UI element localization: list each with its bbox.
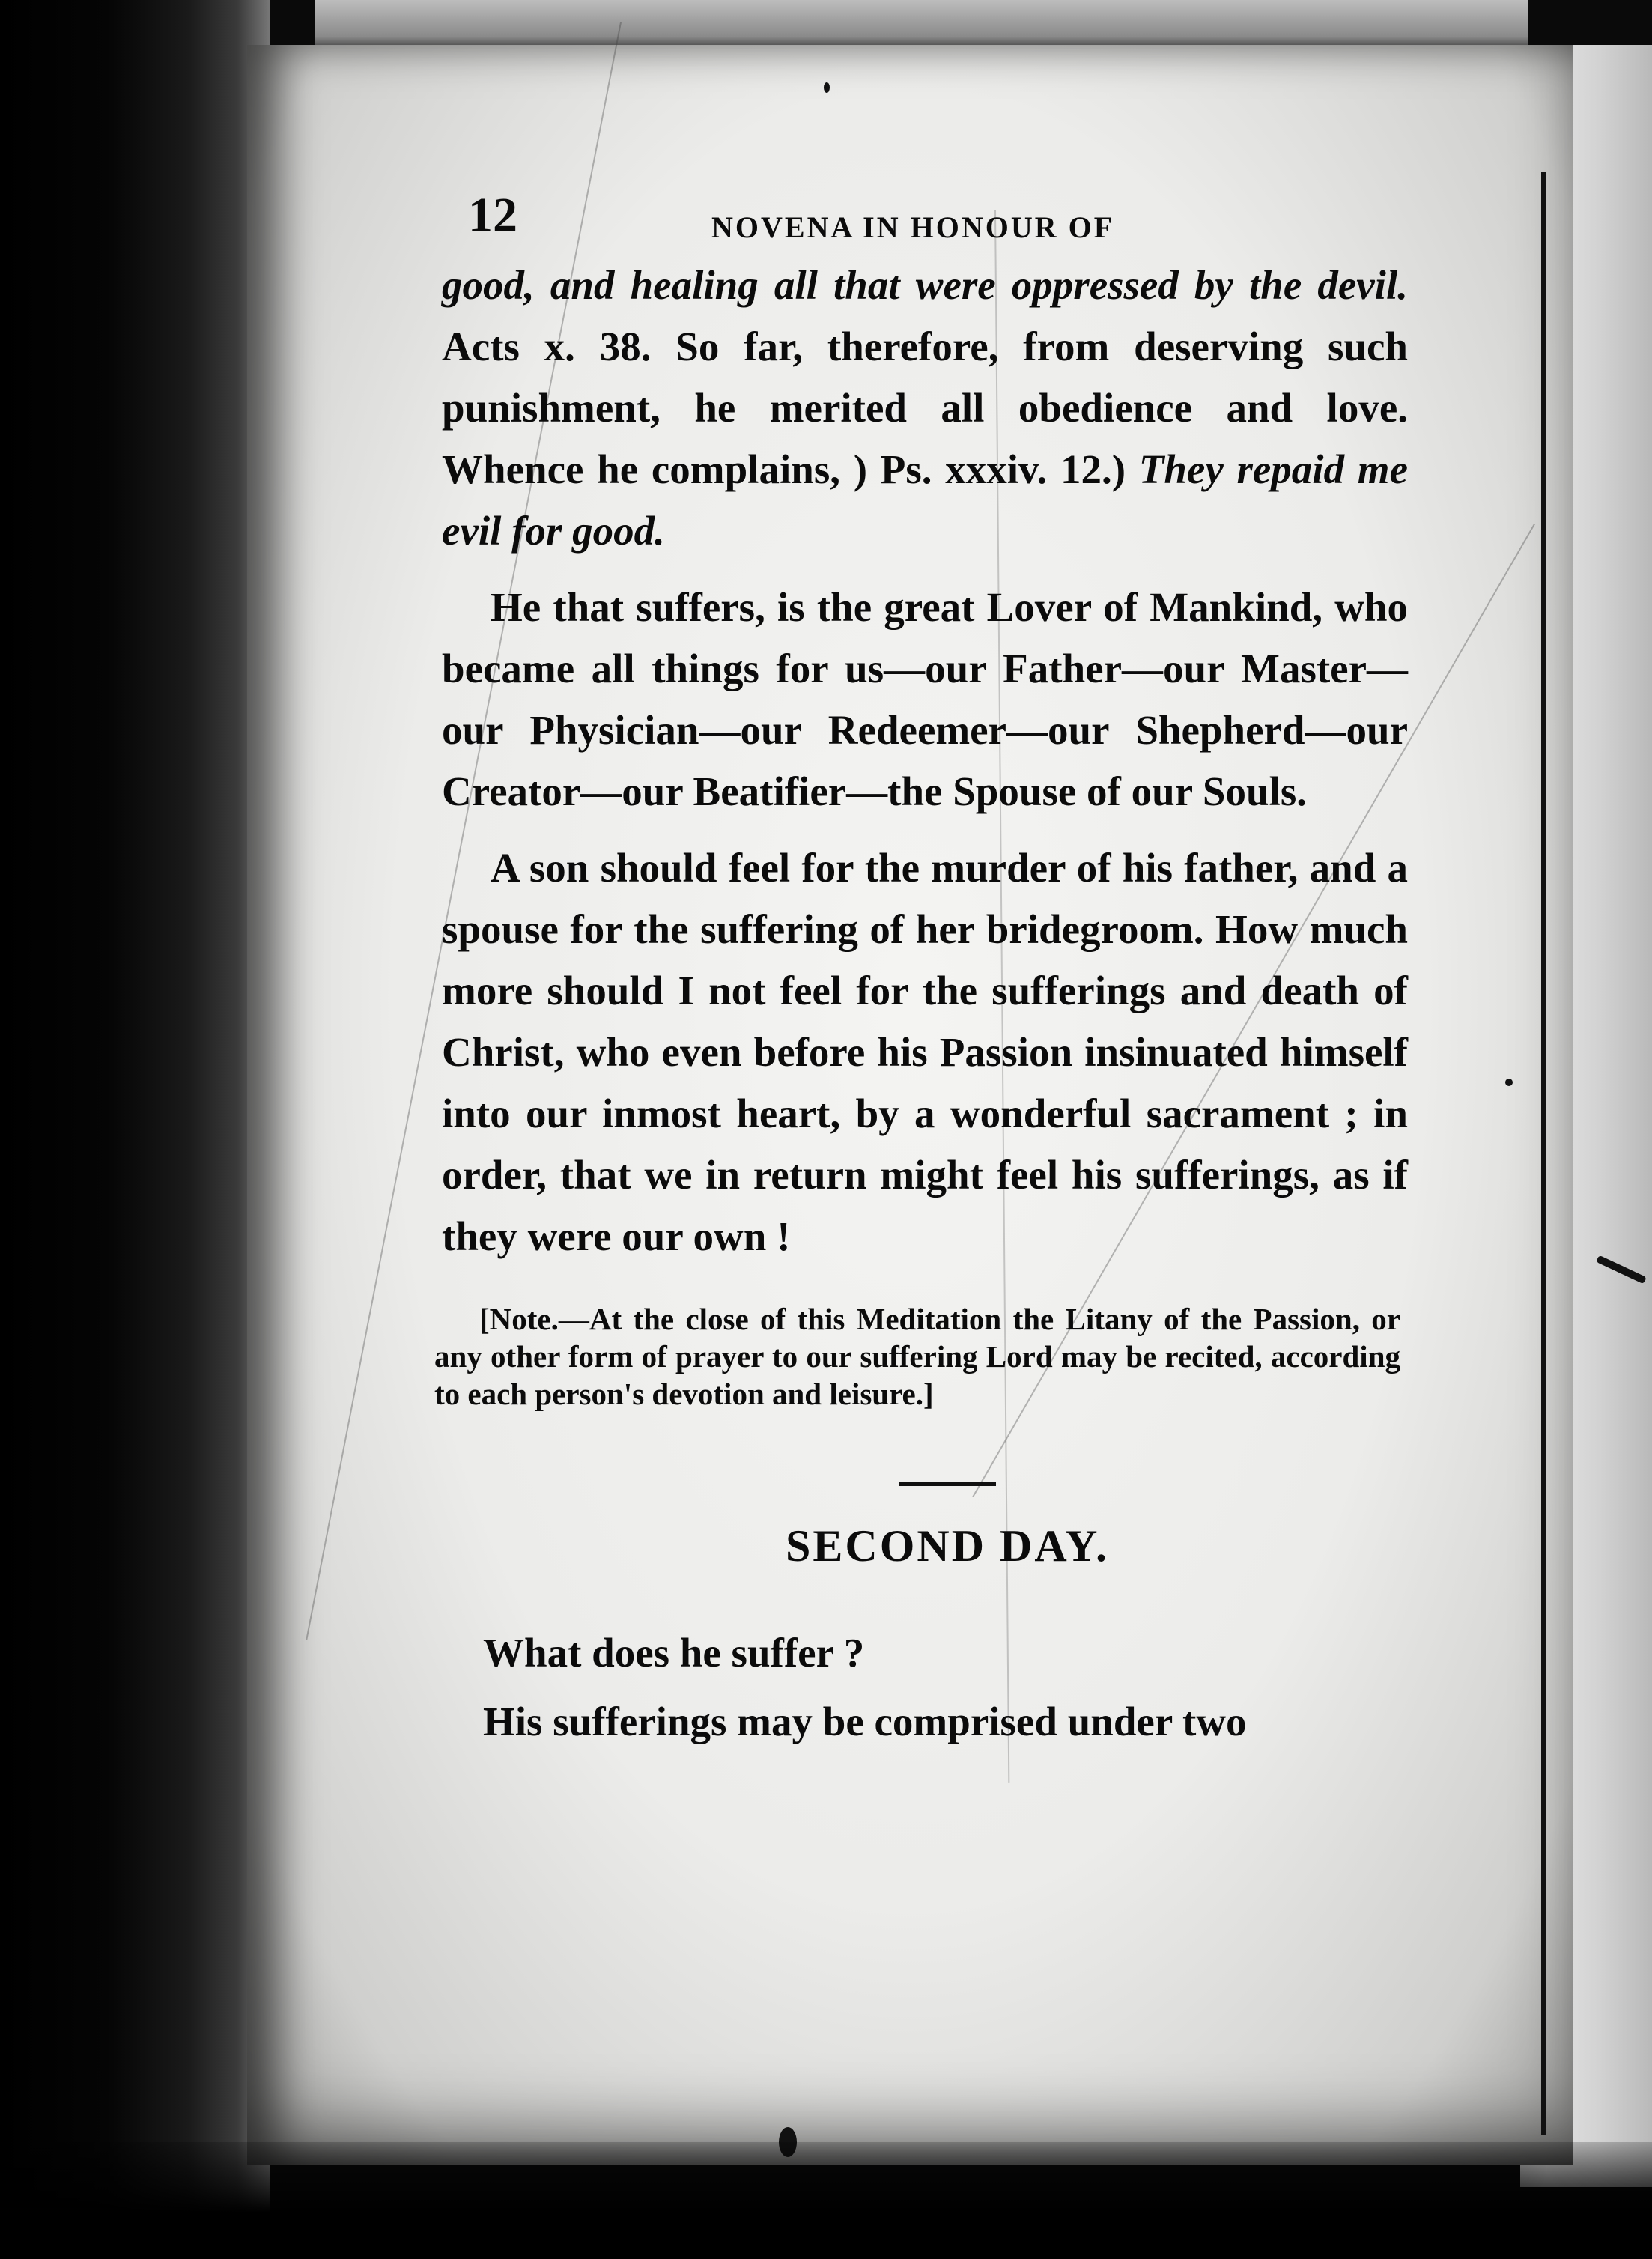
answer-line: His sufferings may be comprised under two [483, 1699, 1247, 1744]
paragraph-text: A son should feel for the murder of his father, and a spouse for the suffering of her bridegroom. How much more should I not feel for the sufferings and death of Christ, who even before his Passion insinuated himself into our inmost heart, by a wonderful sacrament ; in order, that we in return might feel his sufferings, as if they were our own ! [442, 845, 1408, 1259]
ink-speck [1505, 1079, 1513, 1086]
running-title: NOVENA IN HONOUR OF [711, 210, 1115, 244]
page-bottom-shadow [0, 2142, 1652, 2259]
paragraph-continuation [442, 255, 1408, 562]
italic-quotation: good, and healing all that were oppressed by the devil. [442, 262, 1408, 308]
page-text [434, 172, 1408, 1756]
section-heading: SECOND DAY. [785, 1521, 1110, 1571]
paragraph [442, 837, 1408, 1267]
paragraph-text: Acts x. 38. So far, therefore, from deserving such punishment, he merited all obedience and love. Whence he complains, ) Ps. xxxiv. 12.) [442, 324, 1408, 492]
paragraph-text: He that suffers, is the great Lover of Mankind, who became all things for us—our Father—our Master—our Physician—our Redeemer—our Shepherd—our Creator—our Beatifier—the Spouse of our Souls. [442, 584, 1408, 814]
book-binding-gutter [0, 0, 270, 2259]
running-head [442, 172, 1408, 255]
note-text: [Note.—At the close of this Meditation the Litany of the Passion, or any other form of prayer to our suffering Lord may be recited, according to each person's devotion and leisure.] [434, 1302, 1400, 1411]
ink-speck [824, 82, 830, 93]
question-line: What does he suffer ? [483, 1630, 865, 1676]
note [434, 1300, 1400, 1413]
page-number: 12 [468, 188, 517, 243]
binding-rule [1541, 172, 1546, 2135]
italic-quotation: They repaid me evil for good. [442, 446, 1408, 554]
section-divider [899, 1482, 996, 1486]
paragraph [442, 577, 1408, 822]
